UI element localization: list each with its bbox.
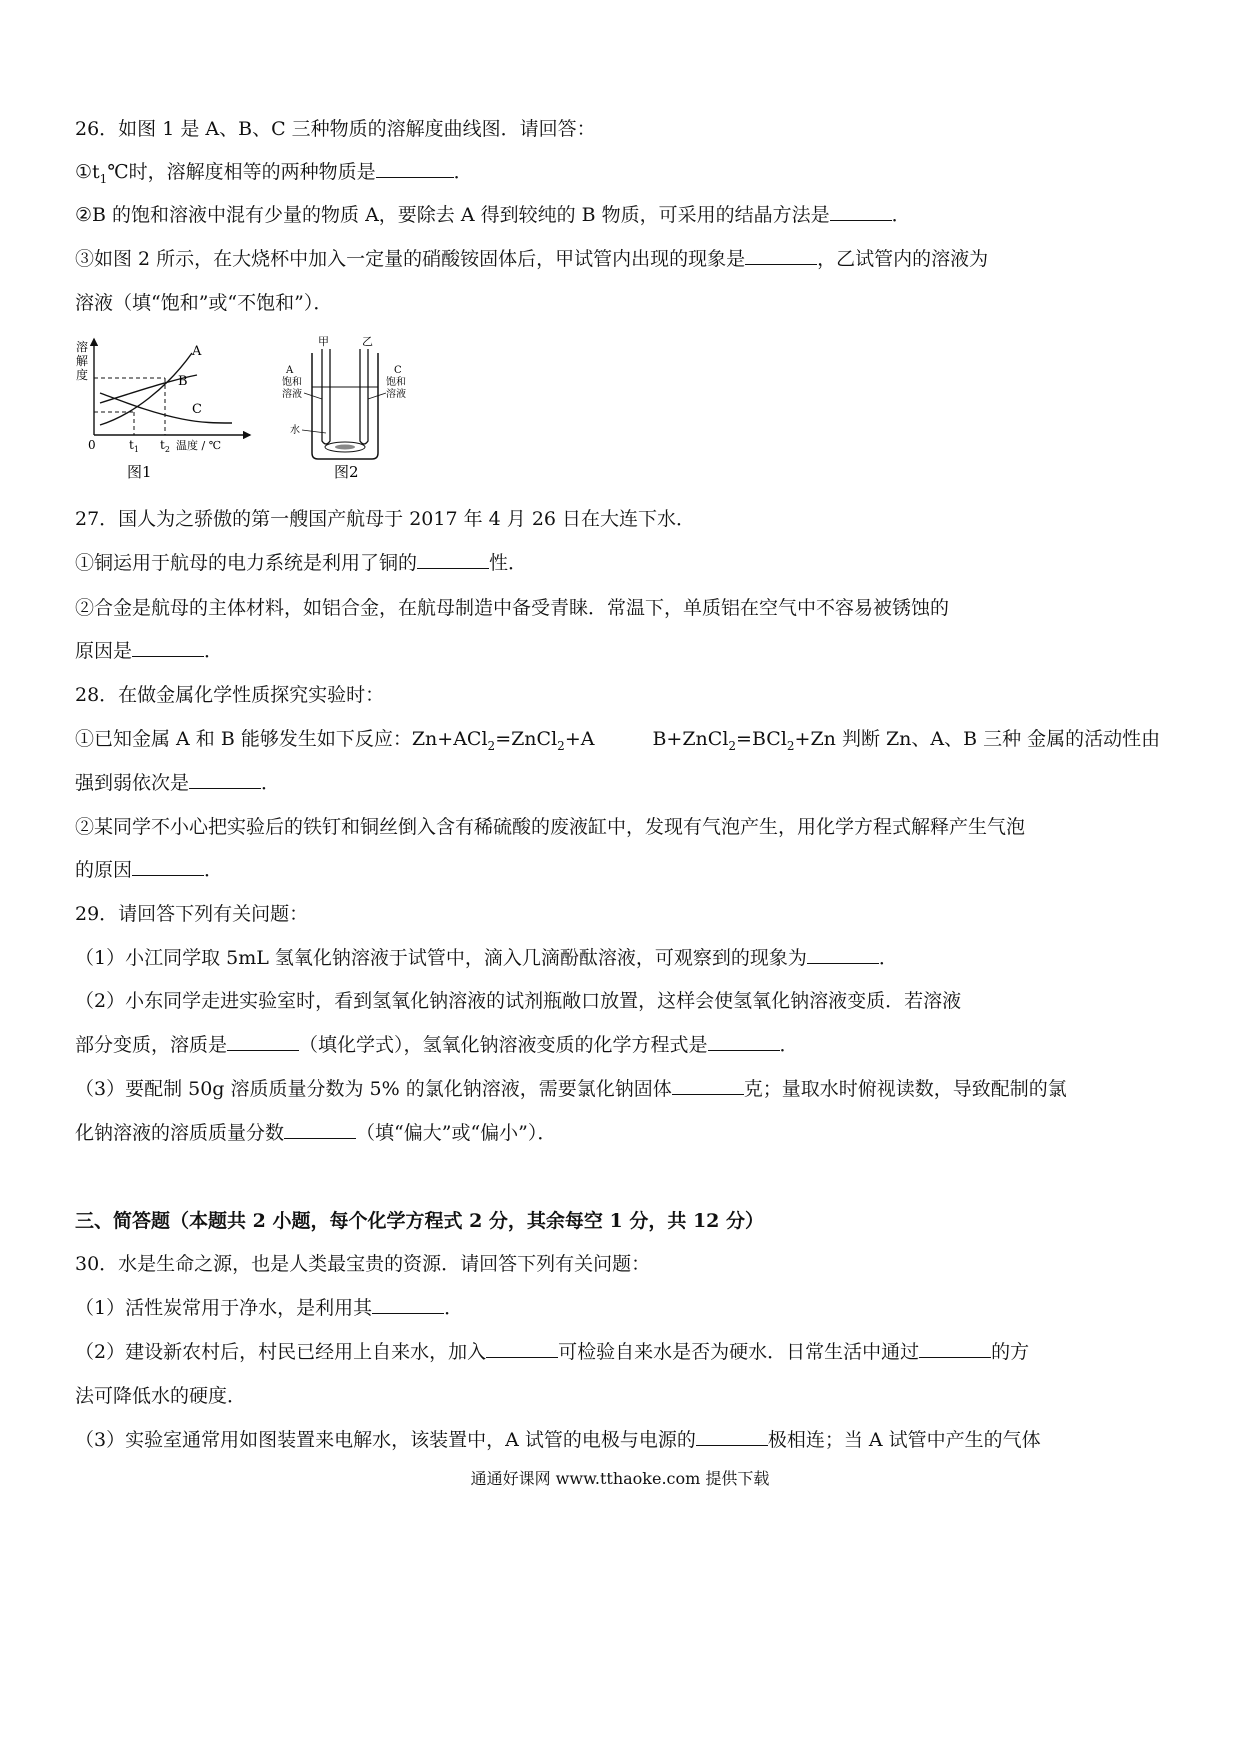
answer-blank[interactable] bbox=[830, 202, 892, 221]
q28-part1: ①已知金属 A 和 B 能够发生如下反应：Zn+ACl$_2$=ZnCl$_2$+A B+ZnCl$_2$=BCl$_2$+Zn 判断 Zn、A、B 三种 金属的活动性由 bbox=[75, 728, 1161, 753]
curve-c bbox=[100, 393, 232, 423]
q30-part2-line2: 法可降低水的硬度． bbox=[75, 1385, 247, 1407]
q29-part1: （1）小江同学取 5mL 氢氧化钠溶液于试管中，滴入几滴酚酞溶液，可观察到的现象为 ． bbox=[75, 947, 898, 969]
left-label-2: 饱和 bbox=[282, 377, 302, 388]
water-label: 水 bbox=[290, 425, 300, 436]
answer-blank[interactable] bbox=[227, 1032, 299, 1051]
q28-part1-line2: 强到弱依次是 ． bbox=[75, 772, 281, 794]
figure-2-caption: 图2 bbox=[334, 463, 359, 481]
q26-stem: 26．如图 1 是 A、B、C 三种物质的溶解度曲线图．请回答： bbox=[75, 118, 596, 140]
q28-part2-line2: 的原因 ． bbox=[75, 859, 224, 881]
q30-part3: （3）实验室通常用如图装置来电解水，该装置中，A 试管的电极与电源的 极相连；当 A 试管中产生的气体 bbox=[75, 1429, 1041, 1451]
answer-blank[interactable] bbox=[919, 1339, 991, 1358]
curve-c-label: C bbox=[192, 402, 202, 417]
q30-part2: （2）建设新农村后，村民已经用上自来水，加入 可检验自来水是否为硬水．日常生活中通过 的方 bbox=[75, 1341, 1030, 1363]
answer-blank[interactable] bbox=[745, 246, 817, 265]
answer-blank[interactable] bbox=[672, 1076, 744, 1095]
answer-blank[interactable] bbox=[372, 1295, 444, 1314]
q27-part2: ②合金是航母的主体材料，如铝合金，在航母制造中备受青睐．常温下，单质铝在空气中不容易被锈蚀的 bbox=[75, 597, 950, 619]
t1-label: $t_1$ bbox=[129, 438, 139, 454]
q28-part2: ②某同学不小心把实验后的铁钉和铜丝倒入含有稀硫酸的废液缸中，发现有气泡产生，用化学方程式解释产生气泡 bbox=[75, 816, 1026, 838]
q29-part3-line2: 化钠溶液的溶质质量分数 （填“偏大”或“偏小”）． bbox=[75, 1122, 557, 1144]
tube-jia bbox=[322, 349, 330, 444]
answer-blank[interactable] bbox=[284, 1120, 356, 1139]
t2-label: $t_2$ bbox=[160, 438, 170, 454]
q27-stem: 27．国人为之骄傲的第一艘国产航母于 2017 年 4 月 26 日在大连下水． bbox=[75, 508, 696, 530]
section-3-title: 三、简答题（本题共 2 小题，每个化学方程式 2 分，其余每空 1 分，共 12 分） bbox=[75, 1210, 765, 1232]
right-label-2: 饱和 bbox=[386, 377, 406, 388]
answer-blank[interactable] bbox=[807, 945, 879, 964]
tube-yi bbox=[360, 349, 368, 444]
answer-blank[interactable] bbox=[376, 159, 454, 178]
q27-part1: ①铜运用于航母的电力系统是利用了铜的 性． bbox=[75, 552, 528, 574]
q28-stem: 28．在做金属化学性质探究实验时： bbox=[75, 684, 385, 706]
x-axis-label: 温度 / ℃ bbox=[176, 439, 222, 452]
q29-part2: （2）小东同学走进实验室时，看到氢氧化钠溶液的试剂瓶敞口放置，这样会使氢氧化钠溶液变质．若溶液 bbox=[75, 990, 962, 1012]
left-label-1: A bbox=[286, 365, 294, 376]
y-label-2: 解 bbox=[76, 354, 89, 368]
answer-blank[interactable] bbox=[708, 1032, 780, 1051]
q26-part3: ③如图 2 所示，在大烧杯中加入一定量的硝酸铵固体后，甲试管内出现的现象是 ，乙试管内的溶液为 bbox=[75, 248, 989, 270]
answer-blank[interactable] bbox=[189, 770, 261, 789]
y-label-3: 度 bbox=[76, 368, 89, 382]
q27-part2-line2: 原因是 ． bbox=[75, 640, 224, 662]
figure-1-solubility-curve bbox=[72, 333, 262, 483]
q26-part2: ②B 的饱和溶液中混有少量的物质 A，要除去 A 得到较纯的 B 物质，可采用的结晶方法是 ． bbox=[75, 204, 911, 226]
y-label-1: 溶 bbox=[76, 340, 89, 354]
q26-part1: $①t_1℃$时，溶解度相等的两种物质是 ． bbox=[75, 161, 473, 186]
q30-stem: 30．水是生命之源，也是人类最宝贵的资源．请回答下列有关问题： bbox=[75, 1253, 651, 1275]
answer-blank[interactable] bbox=[696, 1427, 768, 1446]
q29-part3: （3）要配制 50g 溶质质量分数为 5% 的氯化钠溶液，需要氯化钠固体 克；量取水时俯视读数，导致配制的氯 bbox=[75, 1078, 1067, 1100]
right-label-1: C bbox=[394, 365, 402, 376]
origin-label: 0 bbox=[88, 438, 96, 452]
left-label-3: 溶液 bbox=[282, 389, 302, 400]
q30-part1: （1）活性炭常用于净水，是利用其 ． bbox=[75, 1297, 464, 1319]
q29-part2-line2: 部分变质，溶质是 （填化学式），氢氧化钠溶液变质的化学方程式是 ． bbox=[75, 1034, 799, 1056]
tube-jia-label: 甲 bbox=[318, 335, 329, 348]
figure-1-caption: 图1 bbox=[127, 463, 152, 481]
right-label-3: 溶液 bbox=[386, 389, 406, 400]
q26-part3-line2: 溶液（填“饱和”或“不饱和”）． bbox=[75, 292, 333, 314]
page-footer: 通通好课网 www.tthaoke.com 提供下载 bbox=[470, 1469, 770, 1488]
answer-blank[interactable] bbox=[132, 857, 204, 876]
answer-blank[interactable] bbox=[486, 1339, 558, 1358]
answer-blank[interactable] bbox=[417, 550, 489, 569]
answer-blank[interactable] bbox=[132, 638, 204, 657]
curve-b-label: B bbox=[178, 374, 188, 389]
q29-stem: 29．请回答下列有关问题： bbox=[75, 903, 309, 925]
figure-2-beaker bbox=[282, 333, 442, 483]
tube-yi-label: 乙 bbox=[362, 335, 373, 348]
curve-a-label: A bbox=[192, 344, 202, 359]
